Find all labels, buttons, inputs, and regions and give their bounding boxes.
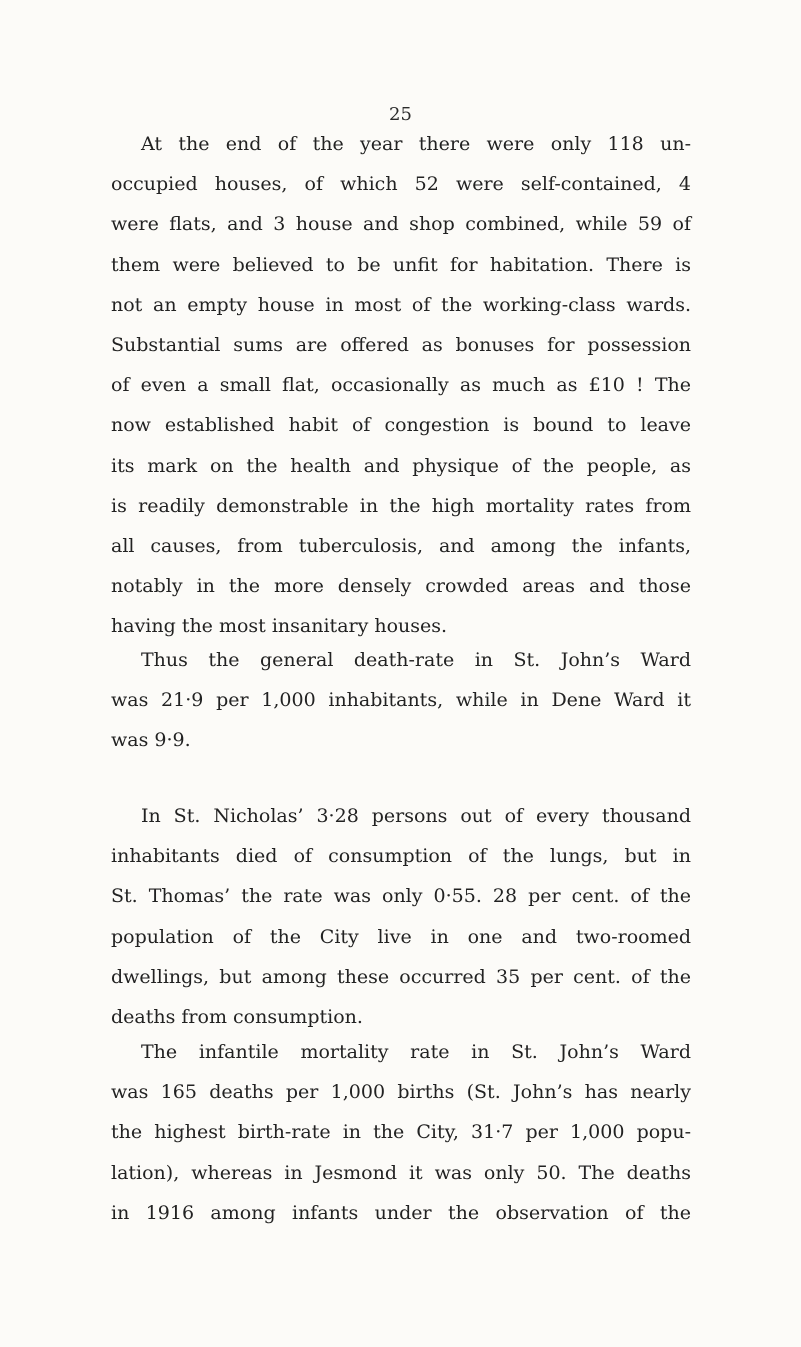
- text-line: now established habit of congestion is bound to leave: [111, 414, 691, 437]
- text-line: not an empty house in most of the working-class wards.: [111, 293, 691, 316]
- text-line: of even a small flat, occasionally as much as £10 ! The: [111, 374, 691, 397]
- paragraph-3: [111, 796, 691, 1037]
- paragraph-1: [111, 124, 691, 647]
- text-line: The infantile mortality rate in St. John’s Ward: [141, 1041, 691, 1063]
- text-line: was 21·9 per 1,000 inhabitants, while in Dene Ward it: [111, 689, 691, 712]
- text-line: inhabitants died of consumption of the lungs, but in: [111, 845, 691, 868]
- text-line: them were believed to be unfit for habitation. There is: [111, 253, 691, 276]
- paragraph-2: [111, 640, 691, 761]
- text-line: were flats, and 3 house and shop combined, while 59 of: [111, 213, 691, 236]
- text-line: In St. Nicholas’ 3·28 persons out of every thousand: [141, 805, 691, 827]
- text-line: Substantial sums are offered as bonuses for possession: [111, 334, 691, 357]
- text-line: dwellings, but among these occurred 35 per cent. of the: [111, 965, 691, 988]
- page-number: 25: [389, 104, 412, 125]
- text-line: At the end of the year there were only 118 un-: [141, 133, 691, 155]
- text-line: St. Thomas’ the rate was only 0·55. 28 per cent. of the: [111, 885, 691, 908]
- text-line: was 9·9.: [111, 729, 191, 752]
- text-line: was 165 deaths per 1,000 births (St. John’s has nearly: [111, 1081, 691, 1104]
- text-line: all causes, from tuberculosis, and among the infants,: [111, 535, 691, 558]
- text-line: is readily demonstrable in the high mortality rates from: [111, 494, 691, 517]
- text-line: its mark on the health and physique of the people, as: [111, 454, 691, 477]
- text-line: Thus the general death-rate in St. John’s Ward: [141, 649, 691, 671]
- text-line: occupied houses, of which 52 were self-contained, 4: [111, 173, 691, 196]
- paragraph-4: [111, 1032, 691, 1233]
- text-line: notably in the more densely crowded areas and those: [111, 575, 691, 598]
- text-line: population of the City live in one and two-roomed: [111, 925, 691, 948]
- text-line: deaths from consumption.: [111, 1006, 363, 1029]
- text-line: in 1916 among infants under the observation of the: [111, 1201, 691, 1224]
- text-line: lation), whereas in Jesmond it was only 50. The deaths: [111, 1161, 691, 1184]
- text-line: the highest birth-rate in the City, 31·7 per 1,000 popu-: [111, 1121, 691, 1144]
- text-line: having the most insanitary houses.: [111, 615, 448, 638]
